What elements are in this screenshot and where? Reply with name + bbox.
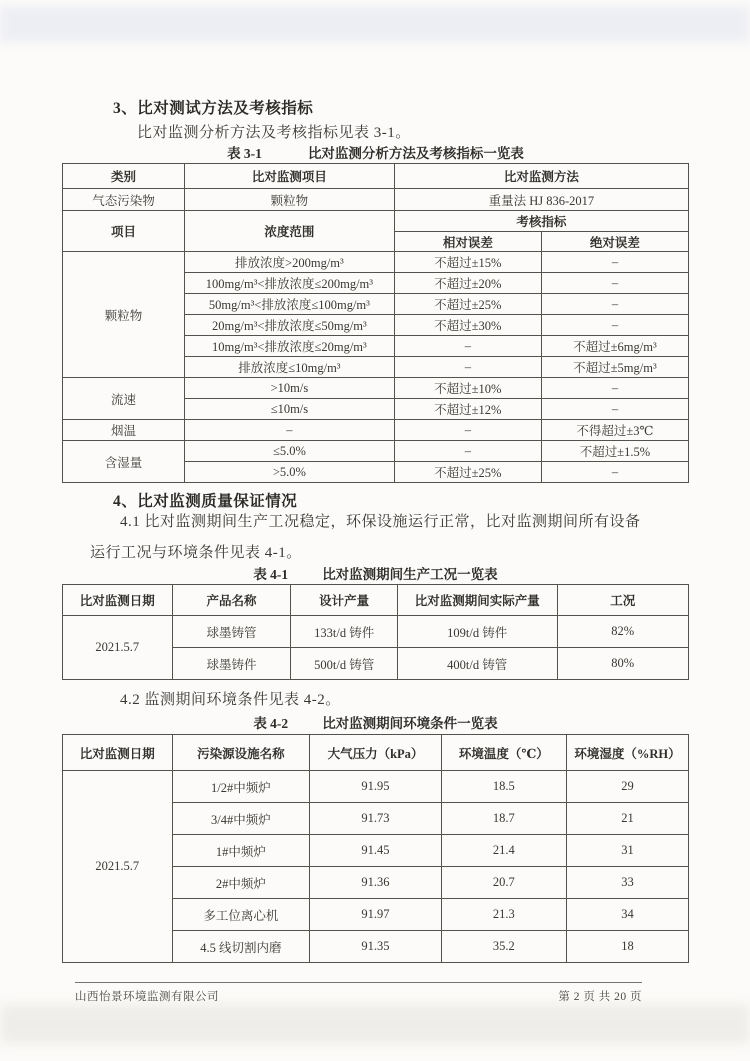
table-cell: 不超过±25% [394, 462, 541, 483]
table-4-2 [62, 734, 689, 963]
table-4-2-caption [62, 712, 689, 732]
table-cell: 不得超过±3℃ [541, 420, 688, 441]
table-cell: 不超过±25% [394, 294, 541, 315]
table-row [63, 585, 689, 616]
table-cell: 比对监测项目 [185, 164, 395, 189]
table-row [63, 616, 689, 648]
table-cell: – [541, 252, 688, 273]
table-cell: 18.7 [441, 803, 566, 835]
table-cell: 含湿量 [63, 441, 185, 483]
table-cell: 不超过±6mg/m³ [541, 336, 688, 357]
table-caption-label: 表 3-1 [227, 146, 262, 161]
table-cell: 500t/d 铸管 [291, 648, 397, 680]
table-cell: 球墨铸管 [172, 616, 291, 648]
table-row [63, 441, 689, 462]
table-cell: 绝对误差 [541, 232, 688, 252]
table-cell: – [394, 441, 541, 462]
table-cell: 不超过±30% [394, 315, 541, 336]
table-cell: 91.97 [310, 899, 441, 931]
table-caption-label: 表 4-2 [253, 716, 289, 731]
table-cell: 不超过±5mg/m³ [541, 357, 688, 378]
table-cell: 多工位离心机 [172, 899, 310, 931]
table-cell: 91.36 [310, 867, 441, 899]
paragraph-line: 运行工况与环境条件见表 4-1。 [90, 545, 302, 561]
table-cell: 10mg/m³<排放浓度≤20mg/m³ [185, 336, 395, 357]
table-cell: – [541, 315, 688, 336]
table-cell: 21.4 [441, 835, 566, 867]
section-3-heading: 3、比对测试方法及考核指标 [113, 100, 314, 117]
table-cell: 不超过±1.5% [541, 441, 688, 462]
table-cell: 球墨铸件 [172, 648, 291, 680]
table-row [63, 211, 689, 232]
table-caption-label: 表 4-1 [253, 567, 289, 582]
table-cell: 18 [566, 931, 688, 963]
table-cell: 100mg/m³<排放浓度≤200mg/m³ [185, 273, 395, 294]
scan-shading-bottom [0, 1004, 750, 1044]
table-cell: 91.45 [310, 835, 441, 867]
table-cell: – [185, 420, 395, 441]
table-row [63, 189, 689, 211]
table-cell: 31 [566, 835, 688, 867]
table-cell: 设计产量 [291, 585, 397, 616]
table-cell: 91.73 [310, 803, 441, 835]
table-cell: 21 [566, 803, 688, 835]
table-cell: 不超过±15% [394, 252, 541, 273]
table-cell: 34 [566, 899, 688, 931]
table-cell: >10m/s [185, 378, 395, 399]
table-cell: 烟温 [63, 420, 185, 441]
table-row [63, 378, 689, 399]
table-cell: 80% [557, 648, 688, 680]
table-3-1 [62, 163, 689, 483]
table-cell: – [541, 462, 688, 483]
table-cell: 污染源设施名称 [172, 735, 310, 771]
paragraph-4-2: 4.2 监测期间环境条件见表 4-2。 [120, 692, 341, 708]
table-cell: – [394, 357, 541, 378]
table-cell: 工况 [557, 585, 688, 616]
table-cell: 排放浓度≤10mg/m³ [185, 357, 395, 378]
table-row [63, 164, 689, 189]
table-cell: 浓度范围 [185, 211, 395, 252]
table-cell: 18.5 [441, 771, 566, 803]
section-4-heading: 4、比对监测质量保证情况 [113, 493, 298, 510]
table-cell: 环境湿度（%RH） [566, 735, 688, 771]
scan-shading-top [0, 6, 750, 42]
table-cell: 流速 [63, 378, 185, 420]
table-cell: 33 [566, 867, 688, 899]
table-cell: 50mg/m³<排放浓度≤100mg/m³ [185, 294, 395, 315]
table-row [63, 252, 689, 273]
table-cell: – [394, 420, 541, 441]
table-cell: 相对误差 [394, 232, 541, 252]
table-cell: 环境温度（℃） [441, 735, 566, 771]
table-cell: 29 [566, 771, 688, 803]
table-cell: 4.5 线切割内磨 [172, 931, 310, 963]
table-cell: ≤10m/s [185, 399, 395, 420]
table-cell: 颗粒物 [63, 252, 185, 378]
table-cell: – [541, 378, 688, 399]
table-row [63, 771, 689, 803]
table-cell: – [394, 336, 541, 357]
table-cell: – [541, 294, 688, 315]
table-cell: 不超过±20% [394, 273, 541, 294]
table-cell: >5.0% [185, 462, 395, 483]
section-3-intro: 比对监测分析方法及考核指标见表 3-1。 [137, 125, 411, 141]
table-cell: 20.7 [441, 867, 566, 899]
footer-company: 山西怡景环境监测有限公司 [75, 991, 219, 1003]
table-cell: 35.2 [441, 931, 566, 963]
table-row [63, 420, 689, 441]
table-cell: 不超过±10% [394, 378, 541, 399]
table-cell: 1#中频炉 [172, 835, 310, 867]
table-4-1 [62, 584, 689, 680]
table-cell: 2021.5.7 [63, 771, 173, 963]
table-caption-title: 比对监测期间生产工况一览表 [322, 567, 498, 582]
table-cell: 21.3 [441, 899, 566, 931]
page-footer [75, 982, 642, 1004]
table-cell: 91.35 [310, 931, 441, 963]
table-cell: 2021.5.7 [63, 616, 173, 680]
paragraph-4-1 [90, 510, 665, 562]
table-caption-title: 比对监测分析方法及考核指标一览表 [307, 146, 524, 161]
table-cell: 大气压力（kPa） [310, 735, 441, 771]
table-cell: – [541, 273, 688, 294]
table-cell: ≤5.0% [185, 441, 395, 462]
table-4-1-caption [62, 563, 689, 583]
table-cell: 比对监测日期 [63, 735, 173, 771]
table-cell: 产品名称 [172, 585, 291, 616]
table-cell: 项目 [63, 211, 185, 252]
table-row [63, 735, 689, 771]
paragraph-line: 4.1 比对监测期间生产工况稳定，环保设施运行正常，比对监测期间所有设备 [120, 514, 641, 530]
table-cell: 比对监测期间实际产量 [397, 585, 557, 616]
table-cell: 比对监测方法 [394, 164, 688, 189]
table-cell: 82% [557, 616, 688, 648]
table-cell: 重量法 HJ 836-2017 [394, 189, 688, 211]
table-cell: 类别 [63, 164, 185, 189]
table-cell: 109t/d 铸件 [397, 616, 557, 648]
table-cell: 比对监测日期 [63, 585, 173, 616]
table-cell: 不超过±12% [394, 399, 541, 420]
table-caption-title: 比对监测期间环境条件一览表 [322, 716, 498, 731]
table-cell: 3/4#中频炉 [172, 803, 310, 835]
table-cell: 133t/d 铸件 [291, 616, 397, 648]
table-cell: 气态污染物 [63, 189, 185, 211]
table-cell: 2#中频炉 [172, 867, 310, 899]
table-cell: 考核指标 [394, 211, 688, 232]
table-cell: 20mg/m³<排放浓度≤50mg/m³ [185, 315, 395, 336]
table-cell: 颗粒物 [185, 189, 395, 211]
table-cell: 排放浓度>200mg/m³ [185, 252, 395, 273]
footer-page-number: 第 2 页 共 20 页 [558, 991, 642, 1003]
table-cell: 400t/d 铸管 [397, 648, 557, 680]
table-cell: 1/2#中频炉 [172, 771, 310, 803]
table-cell: 91.95 [310, 771, 441, 803]
table-3-1-caption [62, 142, 689, 162]
table-cell: – [541, 399, 688, 420]
